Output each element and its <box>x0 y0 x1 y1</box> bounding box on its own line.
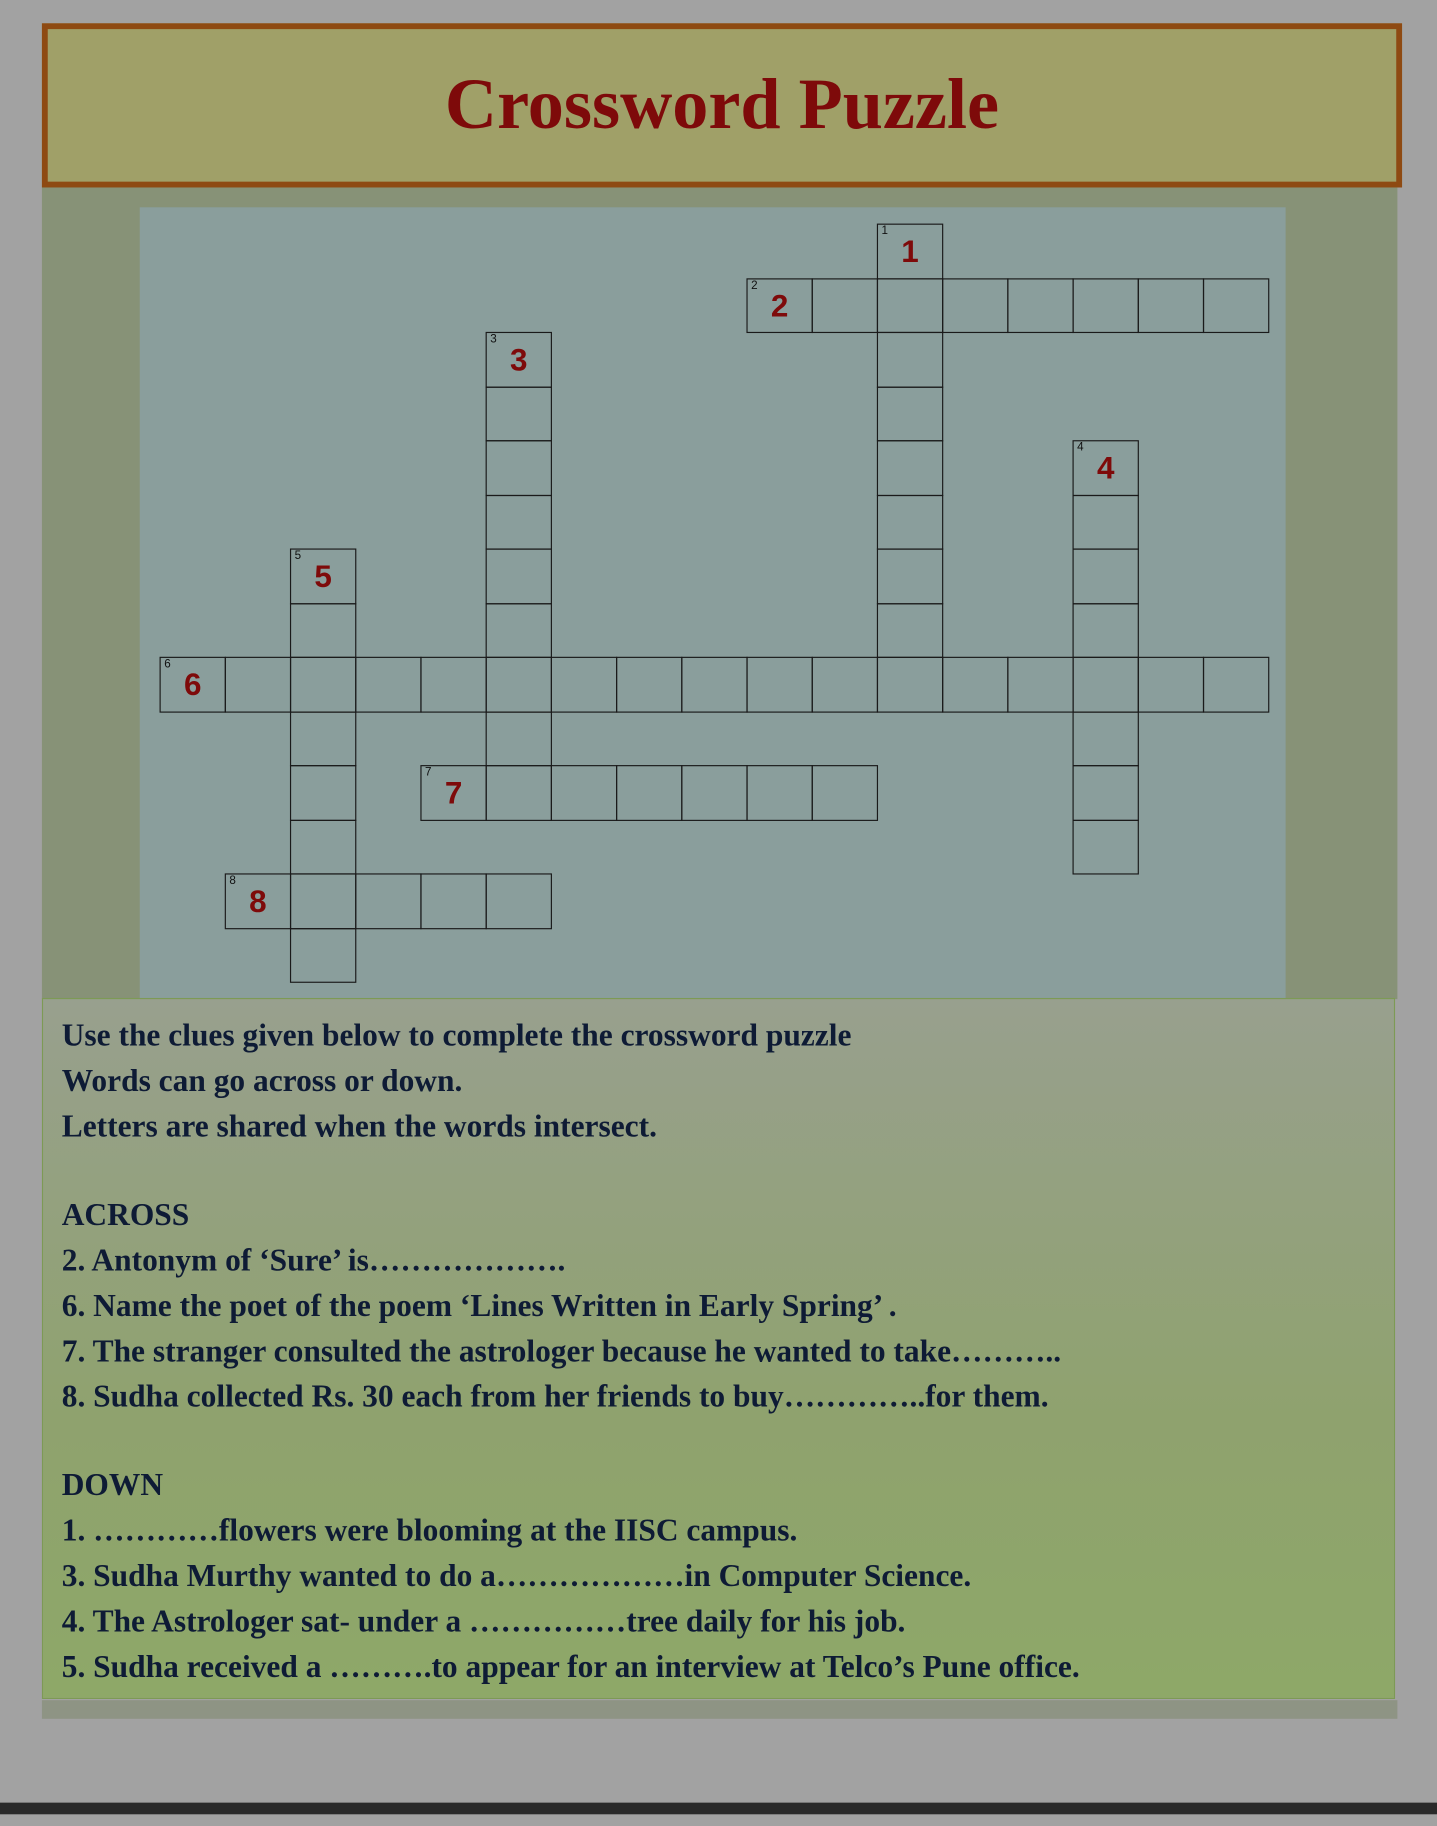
instruction-line: Use the clues given below to complete the crossword puzzle <box>61 1017 852 1053</box>
crossword-cell[interactable] <box>486 386 552 441</box>
clue-number-small: 7 <box>425 766 432 780</box>
crossword-cell-start-2[interactable] <box>746 278 812 333</box>
crossword-cell[interactable] <box>1073 657 1139 712</box>
crossword-cell-start-3[interactable] <box>486 332 552 387</box>
clue-number-small: 3 <box>490 333 497 346</box>
crossword-cell-start-1[interactable] <box>877 224 943 279</box>
crossword-cell[interactable] <box>1073 278 1139 333</box>
crossword-cell[interactable] <box>290 928 356 983</box>
crossword-cell[interactable] <box>355 873 421 928</box>
crossword-cell[interactable] <box>420 873 486 928</box>
crossword-cell[interactable] <box>1073 603 1139 658</box>
clue-number-small: 5 <box>294 549 302 563</box>
clue-number-label: 2 <box>770 288 789 324</box>
panel-shadow <box>42 1700 1397 1719</box>
crossword-cell[interactable] <box>1073 765 1139 820</box>
crossword-cell[interactable] <box>486 873 552 928</box>
down-clue: 3. Sudha Murthy wanted to do a………………in Computer Science. <box>61 1558 972 1593</box>
crossword-cell[interactable] <box>746 765 812 820</box>
crossword-cell[interactable] <box>1073 711 1139 766</box>
crossword-cell[interactable] <box>1073 548 1139 603</box>
across-heading: ACROSS <box>61 1197 190 1233</box>
crossword-cell[interactable] <box>877 386 943 441</box>
clue-number-small: 6 <box>164 657 171 671</box>
clue-number-label: 7 <box>444 775 463 811</box>
page-title: Crossword Puzzle <box>444 65 1000 145</box>
instruction-line: Words can go across or down. <box>61 1062 463 1098</box>
crossword-cell[interactable] <box>616 765 682 820</box>
crossword-cell[interactable] <box>355 657 421 712</box>
crossword-cell[interactable] <box>486 548 552 603</box>
crossword-cell[interactable] <box>290 765 356 820</box>
crossword-cell[interactable] <box>1203 278 1269 333</box>
crossword-cell-start-5[interactable] <box>290 548 356 603</box>
crossword-cell[interactable] <box>486 657 552 712</box>
crossword-cell[interactable] <box>290 819 356 874</box>
down-clue: 5. Sudha received a ……….to appear for an interview at Telco’s Pune office. <box>61 1648 1080 1684</box>
clues-panel <box>42 998 1395 1699</box>
crossword-cell[interactable] <box>1007 657 1073 712</box>
crossword-cell[interactable] <box>1073 494 1139 549</box>
crossword-cell[interactable] <box>1203 657 1269 712</box>
crossword-cell[interactable] <box>486 603 552 658</box>
crossword-cell[interactable] <box>812 657 878 712</box>
down-clue: 4. The Astrologer sat- under a ……………tree daily for his job. <box>61 1603 906 1639</box>
crossword-cell[interactable] <box>1073 819 1139 874</box>
crossword-cell[interactable] <box>486 494 552 549</box>
crossword-cell[interactable] <box>616 657 682 712</box>
clue-number-label: 1 <box>901 234 919 269</box>
crossword-cell-start-4[interactable] <box>1073 440 1139 495</box>
crossword-cell[interactable] <box>1007 278 1073 333</box>
clue-number-label: 6 <box>183 667 202 703</box>
across-clue: 8. Sudha collected Rs. 30 each from her friends to buy…………..for them. <box>61 1378 1049 1414</box>
down-heading: DOWN <box>61 1467 164 1503</box>
crossword-cell[interactable] <box>551 657 617 712</box>
crossword-cell[interactable] <box>812 278 878 333</box>
crossword-cell[interactable] <box>681 657 747 712</box>
crossword-cell[interactable] <box>877 548 943 603</box>
crossword-cell[interactable] <box>877 603 943 658</box>
across-clue: 2. Antonym of ‘Sure’ is………………. <box>61 1242 566 1278</box>
crossword-cell[interactable] <box>746 657 812 712</box>
crossword-cell[interactable] <box>420 657 486 712</box>
crossword-cell[interactable] <box>877 440 943 495</box>
clue-number-small: 1 <box>881 224 889 238</box>
crossword-cell[interactable] <box>290 657 356 712</box>
crossword-cell[interactable] <box>681 765 747 820</box>
crossword-cell[interactable] <box>812 765 878 820</box>
crossword-cell[interactable] <box>486 711 552 766</box>
crossword-cell-start-8[interactable] <box>225 873 291 928</box>
clue-number-label: 3 <box>510 342 528 378</box>
crossword-cell[interactable] <box>942 278 1008 333</box>
clue-number-small: 8 <box>229 874 236 888</box>
crossword-cell[interactable] <box>290 603 356 658</box>
crossword-cell[interactable] <box>225 657 291 712</box>
crossword-cell[interactable] <box>877 278 943 333</box>
crossword-cell[interactable] <box>290 873 356 928</box>
crossword-cell[interactable] <box>486 765 552 820</box>
crossword-cell[interactable] <box>1138 278 1204 333</box>
crossword-cell[interactable] <box>877 657 943 712</box>
across-clue: 6. Name the poet of the poem ‘Lines Written in Early Spring’ . <box>61 1287 897 1323</box>
clue-number-label: 5 <box>314 558 332 594</box>
crossword-cell[interactable] <box>486 440 552 495</box>
title-banner <box>42 23 1402 187</box>
bottom-bar <box>0 1803 1437 1815</box>
clue-number-label: 4 <box>1096 450 1115 486</box>
crossword-cell[interactable] <box>1138 657 1204 712</box>
crossword-cell-start-7[interactable] <box>420 765 486 820</box>
clue-number-small: 4 <box>1077 441 1084 455</box>
crossword-cell[interactable] <box>290 711 356 766</box>
crossword-cell[interactable] <box>551 765 617 820</box>
crossword-cell-start-6[interactable] <box>160 657 226 712</box>
crossword-cell[interactable] <box>942 657 1008 712</box>
clue-number-label: 8 <box>249 883 267 919</box>
instruction-line: Letters are shared when the words intersect. <box>61 1108 657 1144</box>
down-clue: 1. …………flowers were blooming at the IISC campus. <box>61 1512 798 1548</box>
across-clue: 7. The stranger consulted the astrologer because he wanted to take……….. <box>61 1333 1062 1369</box>
crossword-cell[interactable] <box>877 332 943 387</box>
clue-number-small: 2 <box>751 278 758 292</box>
crossword-cell[interactable] <box>877 494 943 549</box>
